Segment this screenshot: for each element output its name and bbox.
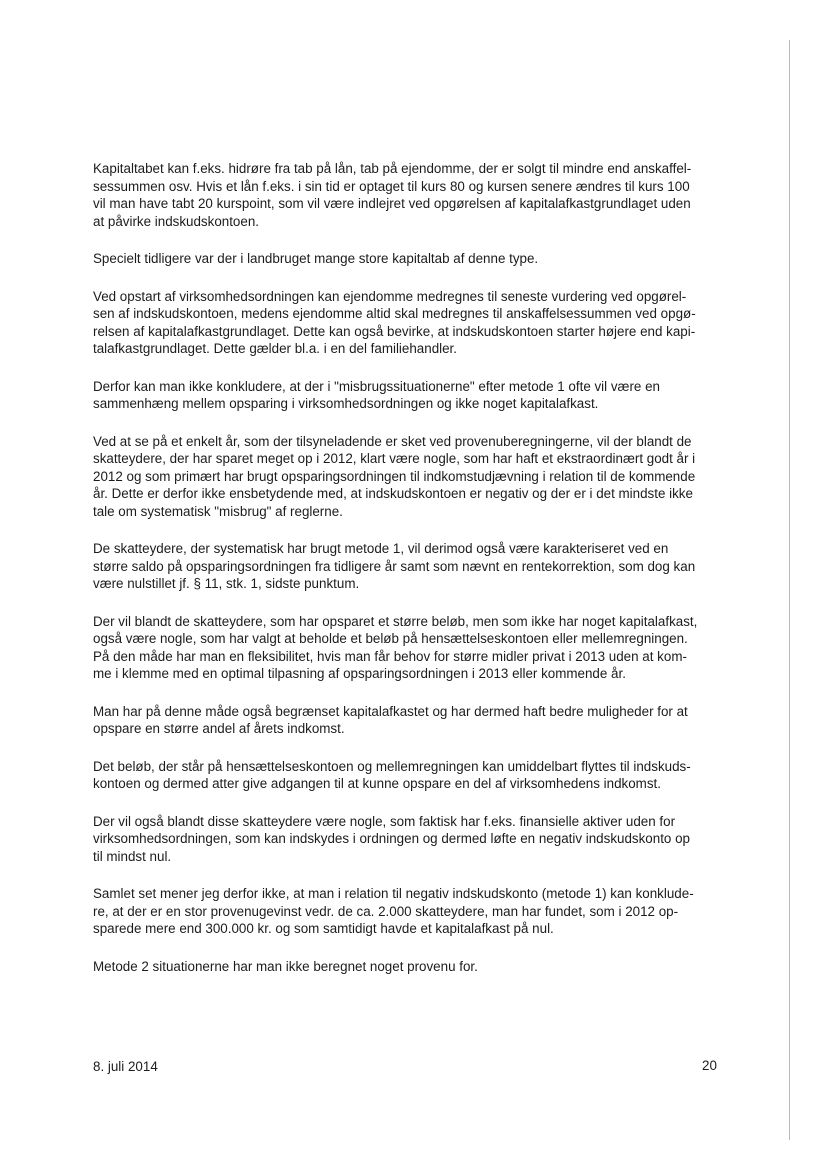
paragraph bbox=[93, 288, 743, 358]
paragraph-line: sparede mere end 300.000 kr. og som samtidigt havde et kapitalafkast på nul. bbox=[93, 921, 554, 936]
paragraph-line: år. Dette er derfor ikke ensbetydende med, at indskudskontoen er negativ og der er i det mindste ikke bbox=[93, 486, 693, 501]
paragraph bbox=[93, 885, 743, 938]
paragraph bbox=[93, 613, 743, 683]
paragraph bbox=[93, 540, 743, 593]
paragraph-line: me i klemme med en optimal tilpasning af opsparingsordningen i 2013 eller kommende år. bbox=[93, 666, 626, 681]
document-body bbox=[93, 160, 743, 995]
paragraph bbox=[93, 813, 743, 866]
paragraph-line: Der vil blandt de skatteydere, som har opsparet et større beløb, men som ikke har noget kapitalafkast, bbox=[93, 613, 698, 629]
paragraph bbox=[93, 703, 743, 738]
paragraph-line: at påvirke indskudskontoen. bbox=[93, 213, 259, 229]
paragraph-line: virksomhedsordningen, som kan indskydes i ordningen og dermed løfte en negativ indskudskonto op bbox=[93, 831, 690, 846]
paragraph bbox=[93, 160, 743, 230]
paragraph-line: De skatteydere, der systematisk har brugt metode 1, vil derimod også være karakteriseret ved en bbox=[93, 541, 669, 556]
paragraph bbox=[93, 433, 743, 521]
paragraph-line: også være nogle, som har valgt at beholde et beløb på hensættelseskontoen eller mellemregningen. bbox=[93, 631, 688, 646]
paragraph-line: re, at der er en stor provenugevinst vedr. de ca. 2.000 skatteydere, man har fundet, som i 2012 op- bbox=[93, 903, 679, 919]
paragraph-line: større saldo på opsparingsordningen fra tidligere år samt som nævnt en rentekorrektion, som dog kan bbox=[93, 558, 696, 574]
paragraph bbox=[93, 250, 743, 268]
paragraph-line: Der vil også blandt disse skatteydere være nogle, som faktisk har f.eks. finansielle aktiver uden for bbox=[93, 813, 676, 829]
paragraph-line: På den måde har man en fleksibilitet, hvis man får behov for større midler privat i 2013 uden at kom- bbox=[93, 648, 687, 664]
scan-edge-line bbox=[789, 40, 790, 1140]
paragraph-line: talafkastgrundlaget. Dette gælder bl.a. i en del familiehandler. bbox=[93, 341, 457, 356]
paragraph-line: Kapitaltabet kan f.eks. hidrøre fra tab på lån, tab på ejendomme, der er solgt til mindre end anskaffel- bbox=[93, 161, 692, 176]
paragraph-line: til mindst nul. bbox=[93, 848, 172, 864]
paragraph-line: Man har på denne måde også begrænset kapitalafkastet og har dermed haft bedre muligheder for at bbox=[93, 703, 688, 719]
paragraph-line: være nulstillet jf. § 11, stk. 1, sidste punktum. bbox=[93, 576, 360, 591]
paragraph-line: Ved opstart af virksomhedsordningen kan ejendomme medregnes til seneste vurdering ved opgørel- bbox=[93, 288, 687, 304]
paragraph-line: Det beløb, der står på hensættelseskontoen og mellemregningen kan umiddelbart flyttes til indskuds- bbox=[93, 758, 691, 774]
footer-date: 8. juli 2014 bbox=[93, 1059, 158, 1074]
paragraph-line: 2012 og som primært har brugt opsparingsordningen til indkomstudjævning i relation til de kommende bbox=[93, 468, 696, 484]
paragraph bbox=[93, 958, 743, 976]
paragraph-line: sen af indskudskontoen, medens ejendomme altid skal medregnes til anskaffelsessummen ved opgø- bbox=[93, 306, 696, 321]
paragraph-line: tale om systematisk "misbrug" af reglerne. bbox=[93, 503, 343, 519]
page-number: 20 bbox=[702, 1058, 717, 1073]
paragraph-line: Samlet set mener jeg derfor ikke, at man i relation til negativ indskudskonto (metode 1) kan konklude- bbox=[93, 886, 694, 901]
paragraph-line: Specielt tidligere var der i landbruget mange store kapitaltab af denne type. bbox=[93, 251, 539, 266]
paragraph-line: skatteydere, der har sparet meget op i 2012, klart være nogle, som har haft et ekstraordinært godt år i bbox=[93, 451, 696, 466]
paragraph-line: Metode 2 situationerne har man ikke beregnet noget provenu for. bbox=[93, 958, 478, 974]
paragraph-line: opspare en større andel af årets indkomst. bbox=[93, 721, 345, 736]
paragraph-line: Ved at se på et enkelt år, som der tilsyneladende er sket ved provenuberegningerne, vil der blandt de bbox=[93, 433, 692, 449]
paragraph-line: vil man have tabt 20 kurspoint, som vil være indlejret ved opgørelsen af kapitalafkastgrundlaget uden bbox=[93, 196, 691, 211]
paragraph bbox=[93, 758, 743, 793]
paragraph-line: sammenhæng mellem opsparing i virksomhedsordningen og ikke noget kapitalafkast. bbox=[93, 396, 599, 411]
paragraph-line: Derfor kan man ikke konkludere, at der i "misbrugssituationerne" efter metode 1 ofte vil være en bbox=[93, 378, 660, 394]
paragraph bbox=[93, 378, 743, 413]
paragraph-line: relsen af kapitalafkastgrundlaget. Dette kan også bevirke, at indskudskontoen starter højere end kapi- bbox=[93, 323, 696, 339]
paragraph-line: sessummen osv. Hvis et lån f.eks. i sin tid er optaget til kurs 80 og kursen senere ændres til kurs 100 bbox=[93, 178, 690, 194]
paragraph-line: kontoen og dermed atter give adgangen til at kunne opspare en del af virksomhedens indkomst. bbox=[93, 776, 661, 791]
